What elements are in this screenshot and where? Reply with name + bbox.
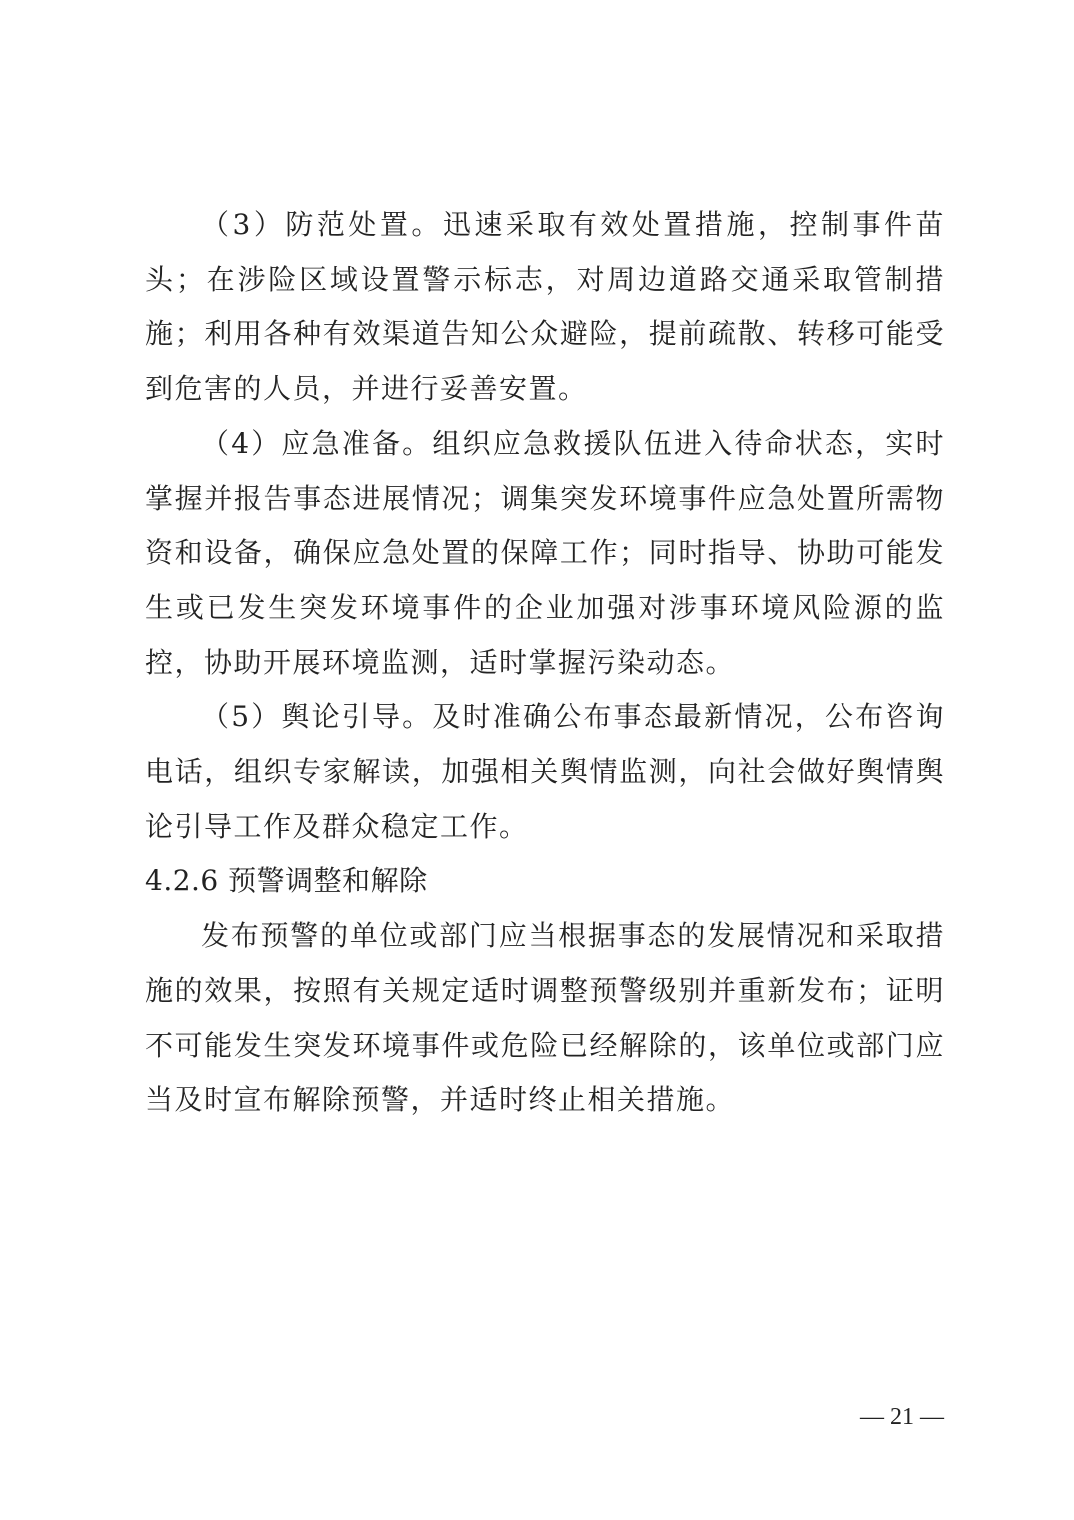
section-heading-warning-adjustment: 4.2.6 预警调整和解除 — [145, 864, 428, 898]
paragraph-public-opinion-guidance: （5）舆论引导。及时准确公布事态最新情况，公布咨询电话，组织专家解读，加强相关舆情监测，向社会做好舆情舆论引导工作及群众稳定工作。 — [145, 700, 945, 843]
paragraph-warning-adjustment-release: 发布预警的单位或部门应当根据事态的发展情况和采取措施的效果，按照有关规定适时调整预警级别并重新发布；证明不可能发生突发环境事件或危险已经解除的，该单位或部门应当及时宣布解除预警，并适时终止相关措施。 — [145, 919, 945, 1117]
page-number: — 21 — — [860, 1404, 944, 1430]
document-body — [145, 198, 945, 1128]
paragraph-emergency-preparation: （4）应急准备。组织应急救援队伍进入待命状态，实时掌握并报告事态进展情况；调集突发环境事件应急处置所需物资和设备，确保应急处置的保障工作；同时指导、协助可能发生或已发生突发环境事件的企业加强对涉事环境风险源的监控，协助开展环境监测，适时掌握污染动态。 — [145, 426, 945, 679]
paragraph-prevention-disposal: （3）防范处置。迅速采取有效处置措施，控制事件苗头；在涉险区域设置警示标志，对周边道路交通采取管制措施；利用各种有效渠道告知公众避险，提前疏散、转移可能受到危害的人员，并进行妥善安置。 — [145, 208, 945, 406]
